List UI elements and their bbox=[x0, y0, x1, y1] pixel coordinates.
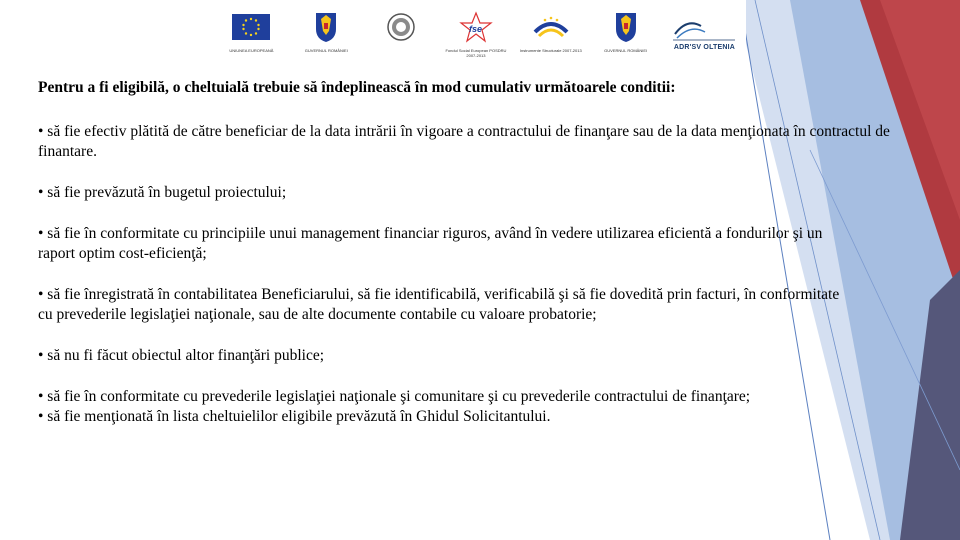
logo-ministry-seal bbox=[370, 10, 432, 48]
ministry-coat-of-arms-icon bbox=[613, 11, 639, 43]
logo-adr-sv-oltenia bbox=[669, 10, 739, 51]
list-item: • să fie menţionată în lista cheltuielilor eligibile prevăzută în Ghidul Solicitantului. bbox=[38, 408, 551, 425]
list-item: • să fie în conformitate cu prevederile legislaţiei naţionale şi comunitare şi cu prevederile contractului de finanţare; bbox=[38, 388, 751, 405]
logo-instrumente-structurale bbox=[520, 10, 582, 53]
logo-fse bbox=[445, 10, 507, 58]
logo-caption: GUVERNUL ROMÂNIEI bbox=[604, 48, 648, 53]
content-area bbox=[38, 78, 918, 427]
romania-coat-of-arms-icon bbox=[313, 11, 339, 43]
list-item: • să fie efectiv plătită de către beneficiar de la data intrării în vigoare a contractului de finanţare sau de la data menţionata în contractul de finantare. bbox=[38, 123, 890, 160]
adr-title: ADR'SV OLTENIA bbox=[673, 44, 736, 51]
logo-government bbox=[295, 10, 357, 53]
logo-caption: GUVERNUL ROMÂNIEI bbox=[304, 48, 348, 53]
list-item: • să fie prevăzută în bugetul proiectului; bbox=[38, 184, 287, 201]
page-title: Pentru a fi eligibilă, o cheltuială trebuie să îndeplinească în mod cumulativ următoarele conditii: bbox=[38, 79, 676, 96]
ministry-seal-icon bbox=[386, 12, 416, 42]
list-item: • să fie înregistrată în contabilitatea Beneficiarului, să fie identificabilă, verificabilă şi să fie dovedită prin facturi, în conformitate cu prevederile legislaţiei naţionale, sau de alte documente contabile cu valoare probatorie; bbox=[38, 286, 840, 323]
eu-flag-icon bbox=[232, 14, 270, 40]
logo-caption: Instrumente Structurale 2007-2013 bbox=[519, 48, 582, 53]
logo-strip bbox=[214, 0, 746, 72]
instrumente-structurale-icon bbox=[531, 12, 571, 42]
logo-caption: Fondul Social European POSDRU 2007-2013 bbox=[445, 48, 507, 58]
logo-eu bbox=[220, 10, 282, 53]
list-item: • să fie în conformitate cu principiile unui management financiar riguros, având în vedere utilizarea eficientă a fondurilor şi un raport optim cost-eficienţă; bbox=[38, 225, 823, 262]
svg-text:fse: fse bbox=[468, 24, 482, 34]
adr-sv-oltenia-logo-icon bbox=[671, 12, 737, 42]
logo-ministry bbox=[595, 10, 657, 53]
fse-logo-icon bbox=[458, 11, 494, 43]
logo-caption: UNIUNEA EUROPEANĂ bbox=[229, 48, 274, 53]
list-item: • să nu fi făcut obiectul altor finanţări publice; bbox=[38, 347, 325, 364]
